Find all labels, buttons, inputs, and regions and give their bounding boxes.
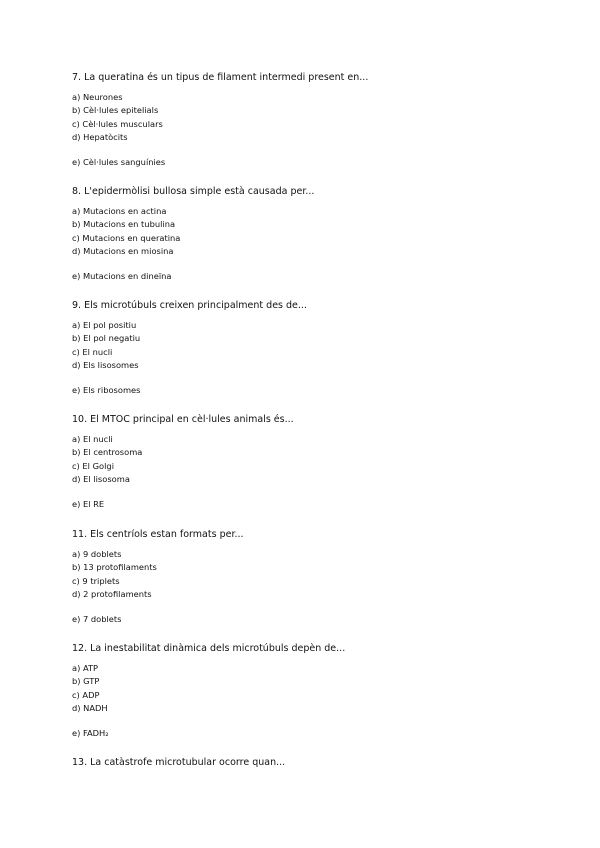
option-d: d) NADH	[72, 702, 108, 713]
option-c: c) El nucli	[72, 346, 113, 357]
option-e: e) El RE	[72, 499, 105, 510]
option-d: d) Mutacions en miosina	[72, 245, 174, 256]
option-b: b) 13 protofilaments	[72, 562, 157, 573]
option-a: a) 9 doblets	[72, 549, 122, 559]
option-d: d) Hepatòcits	[72, 131, 128, 142]
question-7	[72, 72, 542, 169]
option-b: b) El centrosoma	[72, 447, 143, 458]
option-a: a) El nucli	[72, 434, 113, 444]
option-a: a) Neurones	[72, 92, 123, 102]
option-c: c) Mutacions en queratina	[72, 232, 181, 243]
option-b: b) GTP	[72, 676, 100, 687]
option-b: b) Mutacions en tubulina	[72, 219, 176, 230]
option-c: c) 9 triplets	[72, 575, 120, 586]
question-text: 9. Els microtúbuls creixen principalment des de...	[72, 300, 307, 311]
option-d: d) Els lisosomes	[72, 359, 139, 370]
option-d: d) 2 protofilaments	[72, 588, 152, 599]
option-c: c) Cèl·lules musculars	[72, 118, 163, 129]
question-11	[72, 529, 542, 626]
question-text: 10. El MTOC principal en cèl·lules animals és...	[72, 414, 294, 425]
option-e: e) Cèl·lules sanguínies	[72, 157, 166, 168]
option-b: b) Cèl·lules epitelials	[72, 105, 159, 116]
question-8	[72, 186, 542, 283]
question-10	[72, 414, 542, 511]
option-d: d) El lisosoma	[72, 473, 130, 484]
question-text: 12. La inestabilitat dinàmica dels microtúbuls depèn de...	[72, 643, 346, 654]
option-c: c) ADP	[72, 689, 100, 700]
option-a: a) El pol positiu	[72, 320, 137, 330]
option-e: e) 7 doblets	[72, 614, 122, 625]
question-text: 11. Els centríols estan formats per...	[72, 529, 244, 540]
question-text: 8. L'epidermòlisi bullosa simple està causada per...	[72, 186, 315, 197]
question-text: 7. La queratina és un tipus de filament intermedi present en...	[72, 72, 369, 83]
question-text: 13. La catàstrofe microtubular ocorre quan...	[72, 757, 286, 768]
question-13	[72, 757, 542, 776]
option-e: e) FADH₂	[72, 728, 109, 739]
option-b: b) El pol negatiu	[72, 333, 141, 344]
question-9	[72, 300, 542, 397]
option-a: a) ATP	[72, 663, 99, 673]
question-12	[72, 643, 542, 740]
option-e: e) Mutacions en dineïna	[72, 271, 172, 282]
option-a: a) Mutacions en actina	[72, 206, 167, 216]
option-e: e) Els ribosomes	[72, 385, 141, 396]
option-c: c) El Golgi	[72, 460, 115, 471]
